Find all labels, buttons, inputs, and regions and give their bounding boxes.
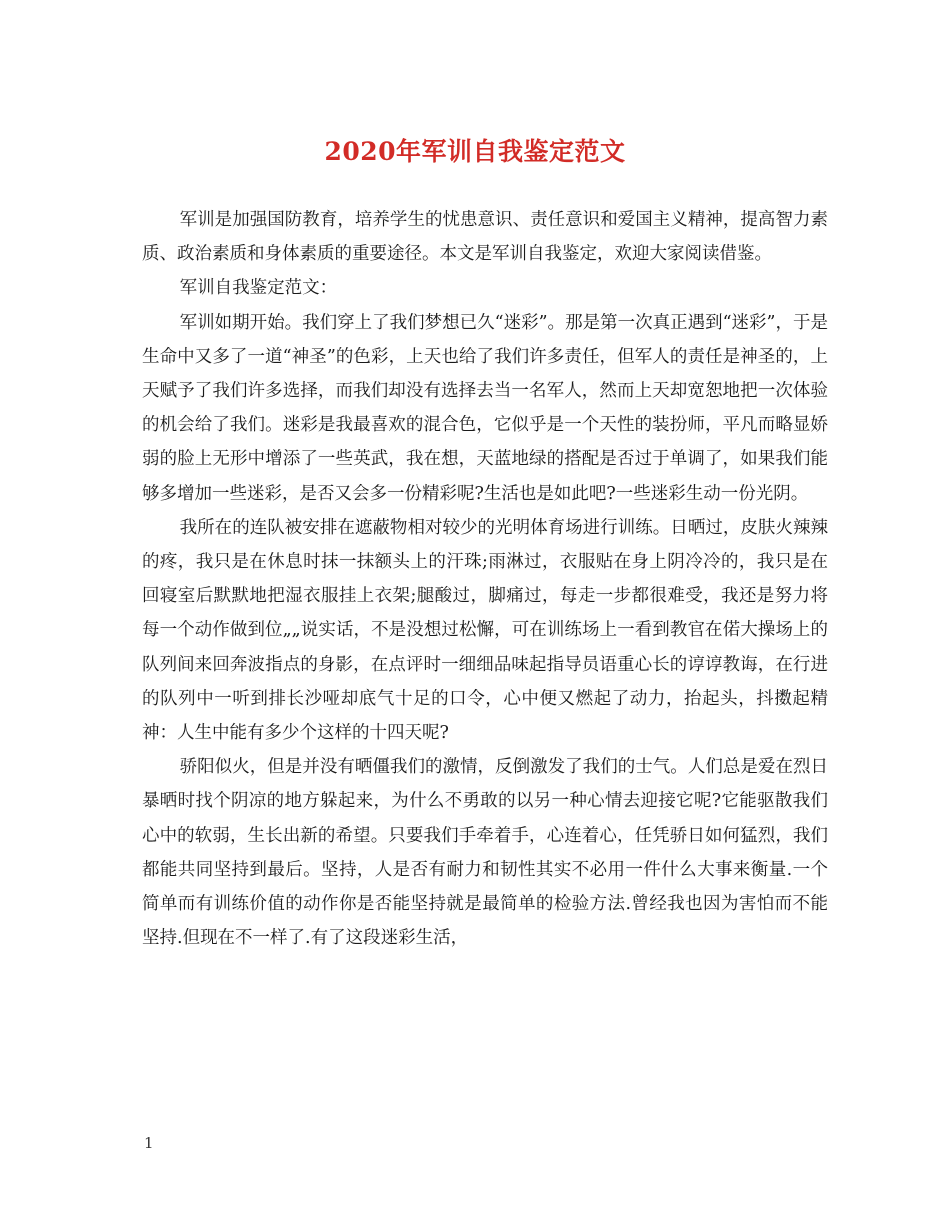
- paragraph-persistence: 骄阳似火，但是并没有晒僵我们的激情，反倒激发了我们的士气。人们总是爱在烈日暴晒时找个阴凉的地方躲起来，为什么不勇敢的以另一种心情去迎接它呢?它能驱散我们心中的软弱，生长出新的希望。只要我们手牵着手，心连着心，任凭骄日如何猛烈，我们都能共同坚持到最后。坚持，人是否有耐力和韧性其实不必用一件什么大事来衡量.一个简单而有训练价值的动作你是否能坚持就是最简单的检验方法.曾经我也因为害怕而不能坚持.但现在不一样了.有了这段迷彩生活，: [142, 757, 828, 949]
- paragraph-camouflage: 军训如期开始。我们穿上了我们梦想已久“迷彩”。那是第一次真正遇到“迷彩”，于是生命中又多了一道“神圣”的色彩，上天也给了我们许多责任，但军人的责任是神圣的，上天赋予了我们许多选择，而我们却没有选择去当一名军人，然而上天却宽恕地把一次体验的机会给了我们。迷彩是我最喜欢的混合色，它似乎是一个天性的装扮师，平凡而略显娇弱的脸上无形中增添了一些英武，我在想，天蓝地绿的搭配是否过于单调了，如果我们能够多增加一些迷彩，是否又会多一份精彩呢?生活也是如此吧?一些迷彩生动一份光阴。: [142, 312, 828, 504]
- paragraph-intro: 军训是加强国防教育，培养学生的忧患意识、责任意识和爱国主义精神，提高智力素质、政治素质和身体素质的重要途径。本文是军训自我鉴定，欢迎大家阅读借鉴。: [142, 210, 828, 265]
- paragraph-heading: 军训自我鉴定范文：: [179, 278, 338, 299]
- document-title: 2020年军训自我鉴定范文: [324, 137, 626, 166]
- paragraph-training: 我所在的连队被安排在遮蔽物相对较少的光明体育场进行训练。日晒过，皮肤火辣辣的疼，我只是在休息时抹一抹额头上的汗珠;雨淋过，衣服贴在身上阴冷冷的，我只是在回寝室后默默地把湿衣服挂上衣架;腿酸过，脚痛过，每走一步都很难受，我还是努力将每一个动作做到位„„说实话，不是没想过松懈，可在训练场上一看到教官在偌大操场上的队列间来回奔波指点的身影，在点评时一细细品味起指导员语重心长的谆谆教诲，在行进的队列中一听到排长沙哑却底气十足的口令，心中便又燃起了动力，抬起头，抖擞起精神：人生中能有多少个这样的十四天呢?: [142, 517, 828, 744]
- document-body: [142, 203, 828, 955]
- page-number: 1: [144, 1134, 154, 1152]
